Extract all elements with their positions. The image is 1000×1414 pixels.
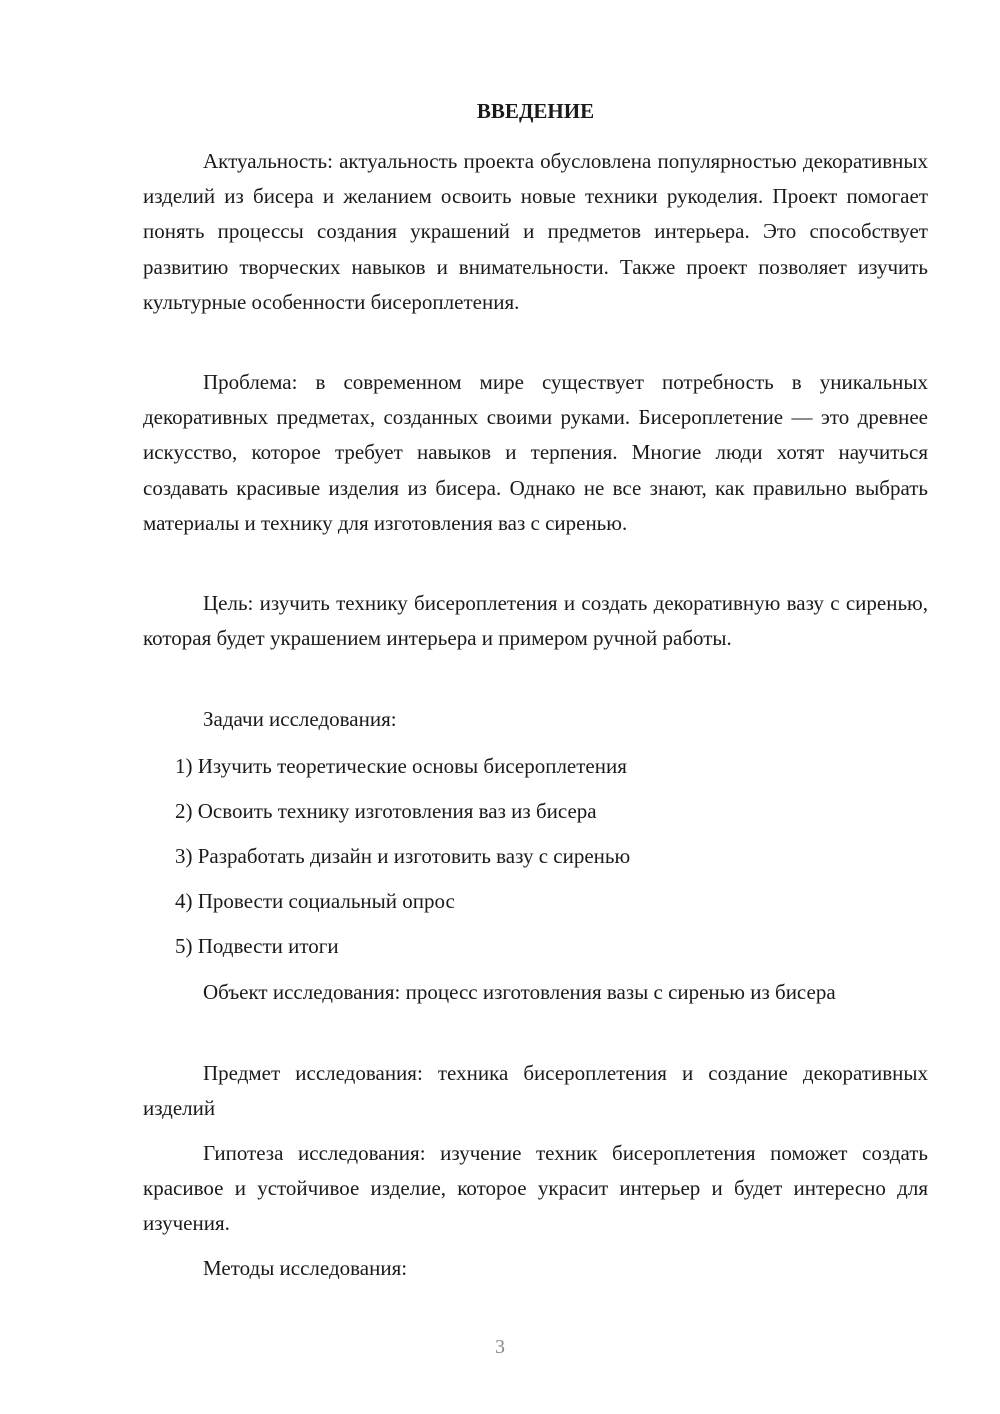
hypothesis-paragraph: Гипотеза исследования: изучение техник бисероплетения поможет создать красивое и устойчивое изделие, которое украсит интерьер и будет интересно для изучения. bbox=[143, 1141, 928, 1236]
object-paragraph: Объект исследования: процесс изготовления вазы с сиренью из бисера bbox=[203, 980, 836, 1004]
tasks-heading: Задачи исследования: bbox=[203, 707, 397, 731]
task-item-1: 1) Изучить теоретические основы бисероплетения bbox=[175, 754, 627, 778]
subject-paragraph: Предмет исследования: техника бисероплетения и создание декоративных изделий bbox=[143, 1061, 928, 1121]
section-title: ВВЕДЕНИЕ bbox=[476, 99, 595, 123]
task-item-5: 5) Подвести итоги bbox=[175, 934, 339, 958]
problem-paragraph: Проблема: в современном мире существует потребность в уникальных декоративных предметах, созданных своими руками. Бисероплетение — это древнее искусство, которое требует навыков и терпения. Многие люди хотят научиться создавать красивые изделия из бисера. Однако не все знают, как правильно выбрать материалы и технику для изготовления ваз с сиренью. bbox=[143, 370, 928, 535]
relevance-paragraph: Актуальность: актуальность проекта обусловлена популярностью декоративных изделий из бисера и желанием освоить новые техники рукоделия. Проект помогает понять процессы создания украшений и предметов интерьера. Это способствует развитию творческих навыков и внимательности. Также проект позволяет изучить культурные особенности бисероплетения. bbox=[143, 149, 928, 314]
task-item-2: 2) Освоить технику изготовления ваз из бисера bbox=[175, 799, 597, 823]
page-number: 3 bbox=[495, 1336, 505, 1358]
task-item-4: 4) Провести социальный опрос bbox=[175, 889, 455, 913]
task-item-3: 3) Разработать дизайн и изготовить вазу с сиренью bbox=[175, 844, 631, 868]
goal-paragraph: Цель: изучить технику бисероплетения и создать декоративную вазу с сиренью, которая будет украшением интерьера и примером ручной работы. bbox=[143, 591, 928, 651]
methods-heading: Методы исследования: bbox=[203, 1256, 408, 1280]
